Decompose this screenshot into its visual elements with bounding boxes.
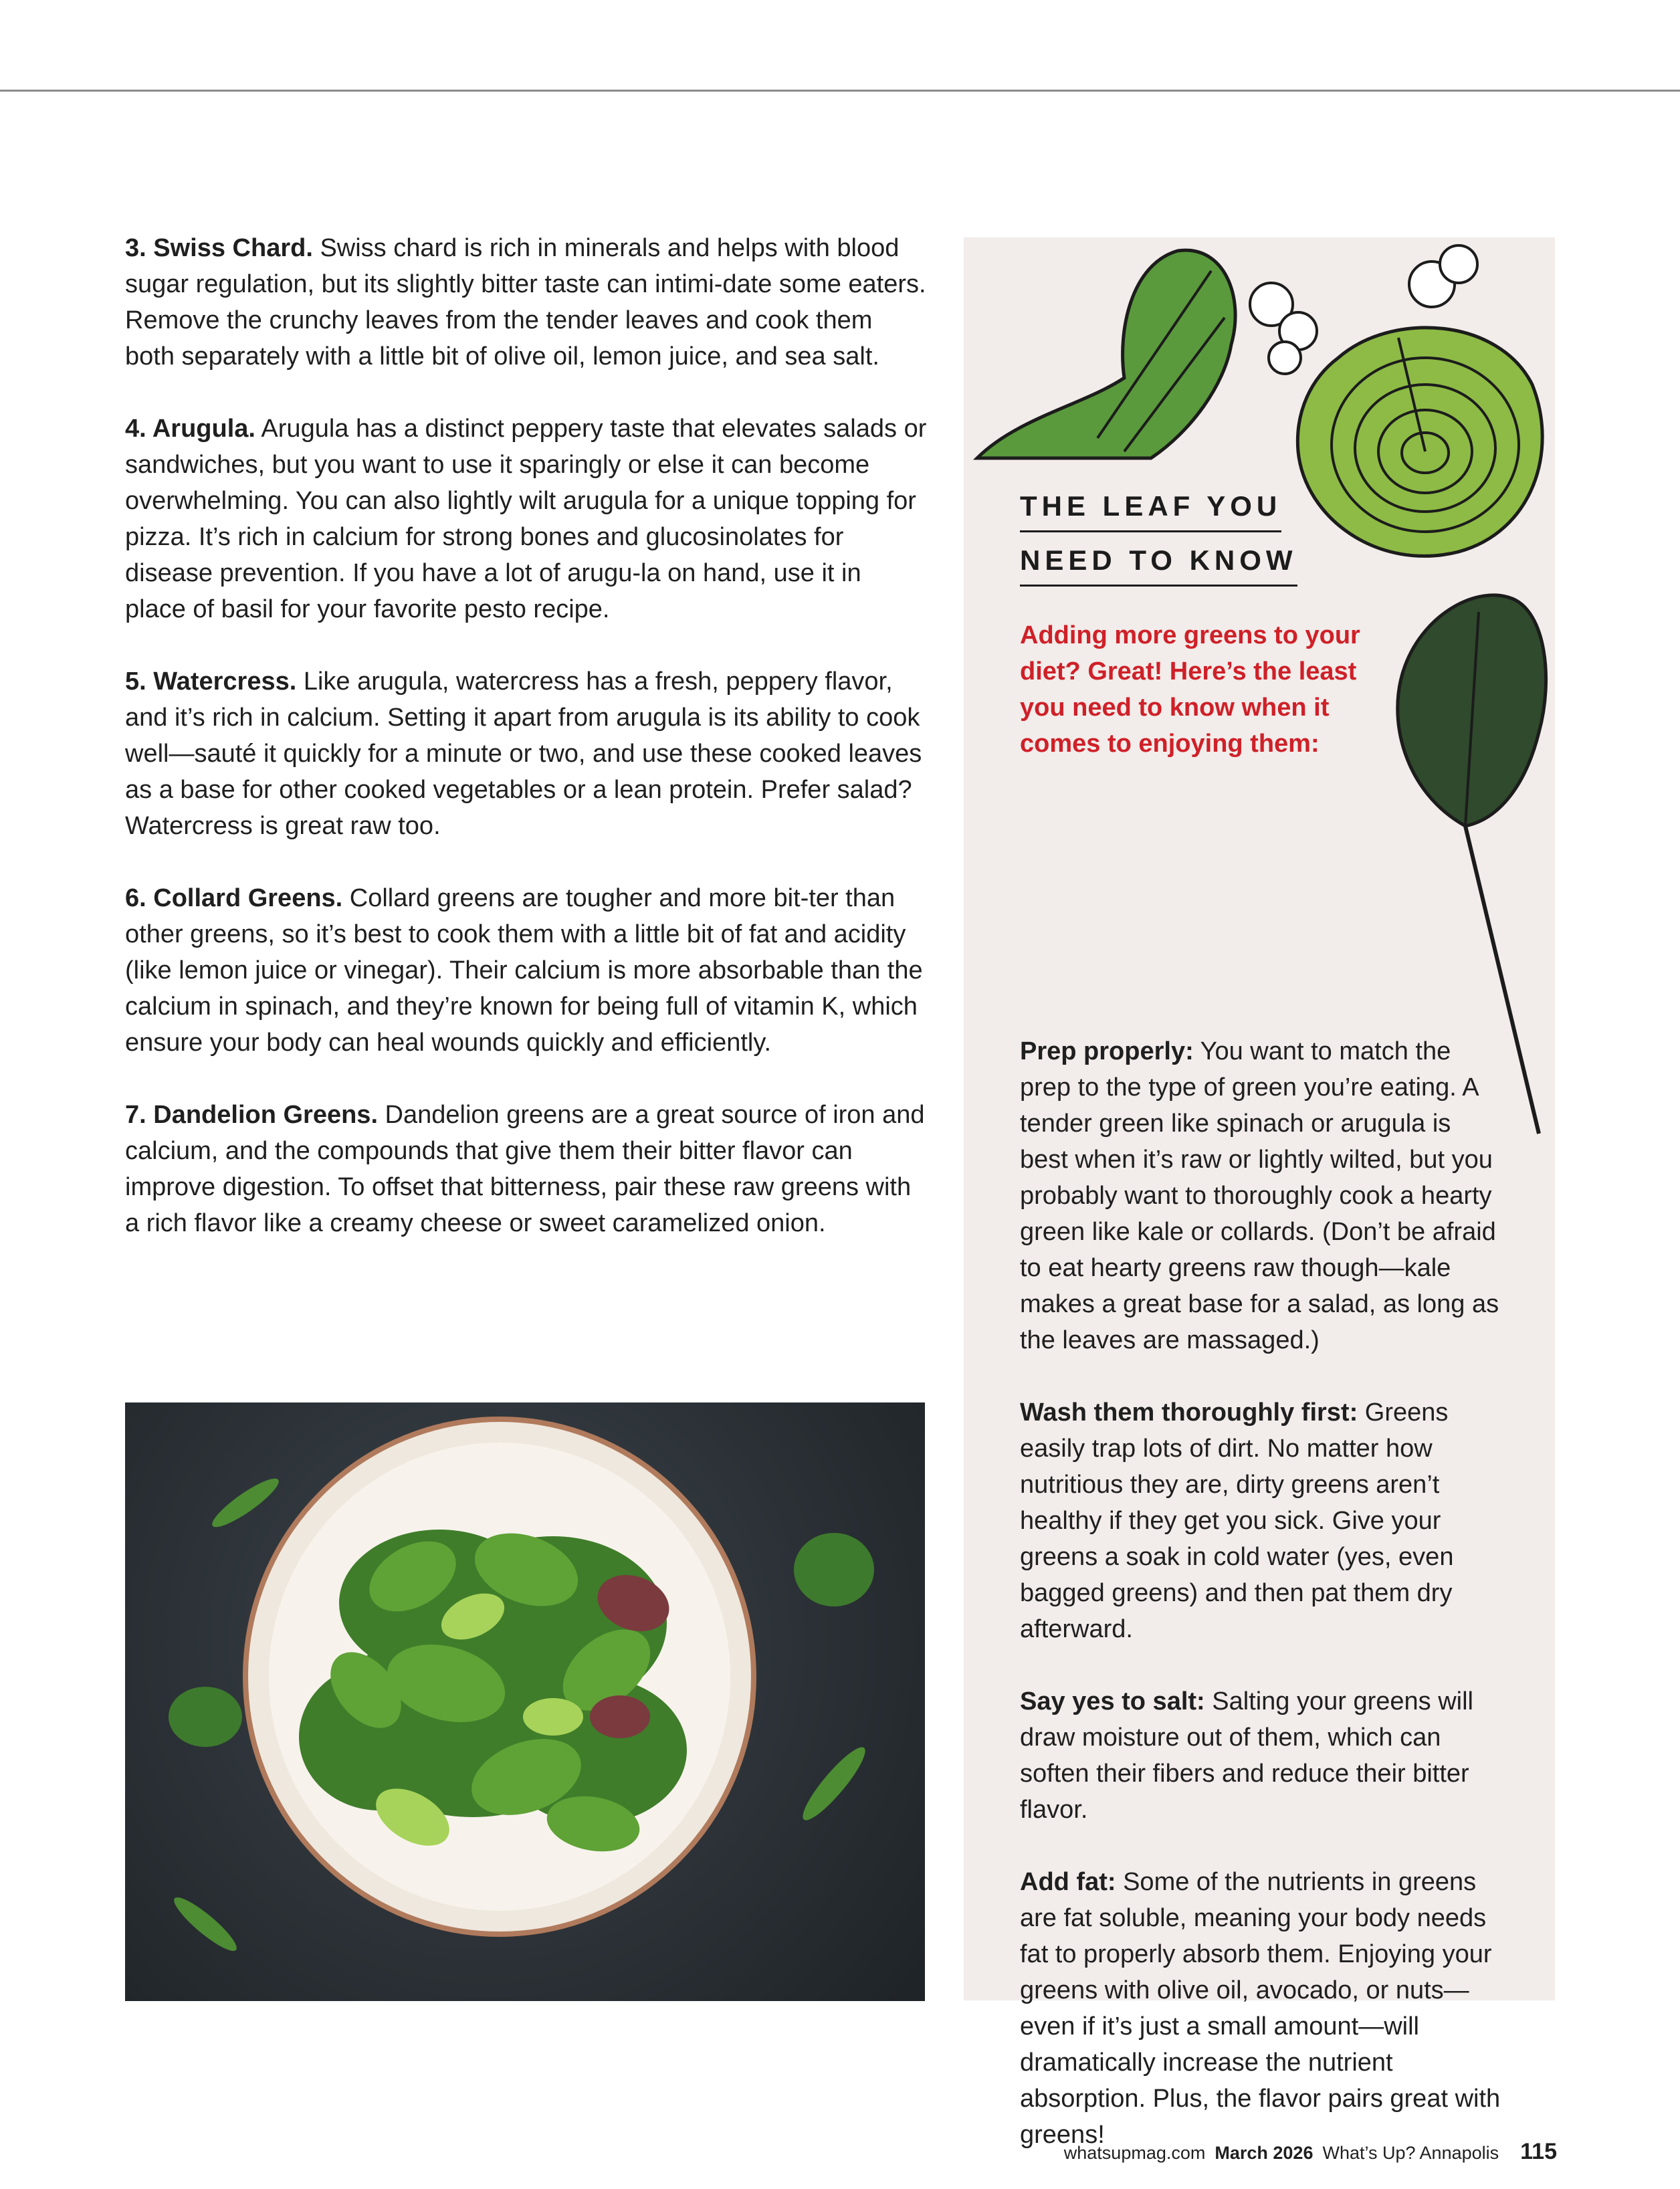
sidebar-box xyxy=(964,237,1555,2149)
salad-illustration xyxy=(125,1402,925,2001)
footer-site: whatsupmag.com xyxy=(1063,2143,1206,2163)
section-label: Wash them thoroughly first: xyxy=(1020,1398,1358,1427)
sidebar-section-fat xyxy=(1020,1864,1501,2153)
item-heading: 5. Watercress. xyxy=(125,667,297,696)
item-heading: 6. Collard Greens. xyxy=(125,884,343,912)
item-heading: 3. Swiss Chard. xyxy=(125,234,313,262)
sidebar-section-wash xyxy=(1020,1394,1501,1647)
section-text: Some of the nutrients in greens are fat soluble, meaning your body needs fat to properly absorb them. Enjoying your greens with olive oil, avocado, or nuts—even if it’s just a small amount—will dramatically increase the nutrient absorption. Plus, the flavor pairs great with greens! xyxy=(1020,1868,1501,2149)
sidebar-body xyxy=(1020,1033,1501,2189)
sidebar-heading-line-1: THE LEAF YOU xyxy=(1020,490,1281,532)
sidebar-section-salt xyxy=(1020,1683,1501,1828)
section-text: You want to match the prep to the type of green you’re eating. A tender green like spinach or arugula is best when it’s raw or lightly wilted, but you probably want to thoroughly cook a hearty green like kale or collards. (Don’t be afraid to eat hearty greens raw though—kale makes a great base for a salad, as long as the leaves are massaged.) xyxy=(1020,1037,1499,1354)
item-text: Dandelion greens are a great source of iron and calcium, and the compounds that give them their bitter flavor can improve digestion. To offset that bitterness, pair these raw greens with a rich flavor like a creamy cheese or sweet caramelized onion. xyxy=(125,1101,925,1237)
section-text: Salting your greens will draw moisture out of them, which can soften their fibers and reduce their bitter flavor. xyxy=(1020,1687,1473,1824)
item-text: Arugula has a distinct peppery taste that elevates salads or sandwiches, but you want to use it sparingly or else it can become overwhelming. You can also lightly wilt arugula for a unique topping for pizza. It’s rich in calcium for strong bones and glucosinolates for disease prevention. If you have a lot of arugu-la on hand, use it in place of basil for your favorite pesto recipe. xyxy=(125,415,927,623)
sidebar-heading-line-2: NEED TO KNOW xyxy=(1020,544,1297,587)
item-text: Collard greens are tougher and more bit-ter than other greens, so it’s best to cook them with a little bit of fat and acidity (like lemon juice or vinegar). Their calcium is more absorbable than the calcium in spinach, and they’re known for being full of vitamin K, which ensure your body can heal wounds quickly and efficiently. xyxy=(125,884,923,1057)
item-heading: 7. Dandelion Greens. xyxy=(125,1101,378,1129)
page-number: 115 xyxy=(1520,2139,1557,2164)
sidebar-intro: Adding more greens to your diet? Great! Here’s the least you need to know when it comes to enjoying them: xyxy=(1020,621,1360,758)
sidebar-heading xyxy=(1020,490,1321,599)
footer-publication: What’s Up? Annapolis xyxy=(1322,2143,1499,2163)
item-text: Like arugula, watercress has a fresh, peppery flavor, and it’s rich in calcium. Setting it apart from arugula is its ability to cook well—sauté it quickly for a minute or two, and use these cooked leaves as a base for other cooked vegetables or a lean protein. Prefer salad? Watercress is great raw too. xyxy=(125,667,922,840)
article-item-collard-greens xyxy=(125,880,928,1061)
salad-bowl-photo xyxy=(125,1402,925,2001)
item-heading: 4. Arugula. xyxy=(125,415,255,443)
sidebar-section-prep xyxy=(1020,1033,1501,1358)
article-item-arugula xyxy=(125,411,928,627)
section-label: Add fat: xyxy=(1020,1868,1116,1896)
article-item-watercress xyxy=(125,663,928,844)
article-item-dandelion-greens xyxy=(125,1097,928,1241)
item-text: Swiss chard is rich in minerals and helps with blood sugar regulation, but its slightly bitter taste can intimi-date some eaters. Remove the crunchy leaves from the tender leaves and cook them both separately with a little bit of olive oil, lemon juice, and sea salt. xyxy=(125,234,926,371)
section-label: Say yes to salt: xyxy=(1020,1687,1205,1715)
section-text: Greens easily trap lots of dirt. No matter how nutritious they are, dirty greens aren’t healthy if they get you sick. Give your greens a soak in cold water (yes, even bagged greens) and then pat them dry afterward. xyxy=(1020,1398,1454,1643)
article-item-swiss-chard xyxy=(125,230,928,375)
article-column xyxy=(125,230,928,1277)
footer-month: March 2026 xyxy=(1215,2143,1314,2163)
section-label: Prep properly: xyxy=(1020,1037,1194,1065)
top-rule xyxy=(0,90,1680,92)
page-footer xyxy=(1064,2139,1557,2165)
